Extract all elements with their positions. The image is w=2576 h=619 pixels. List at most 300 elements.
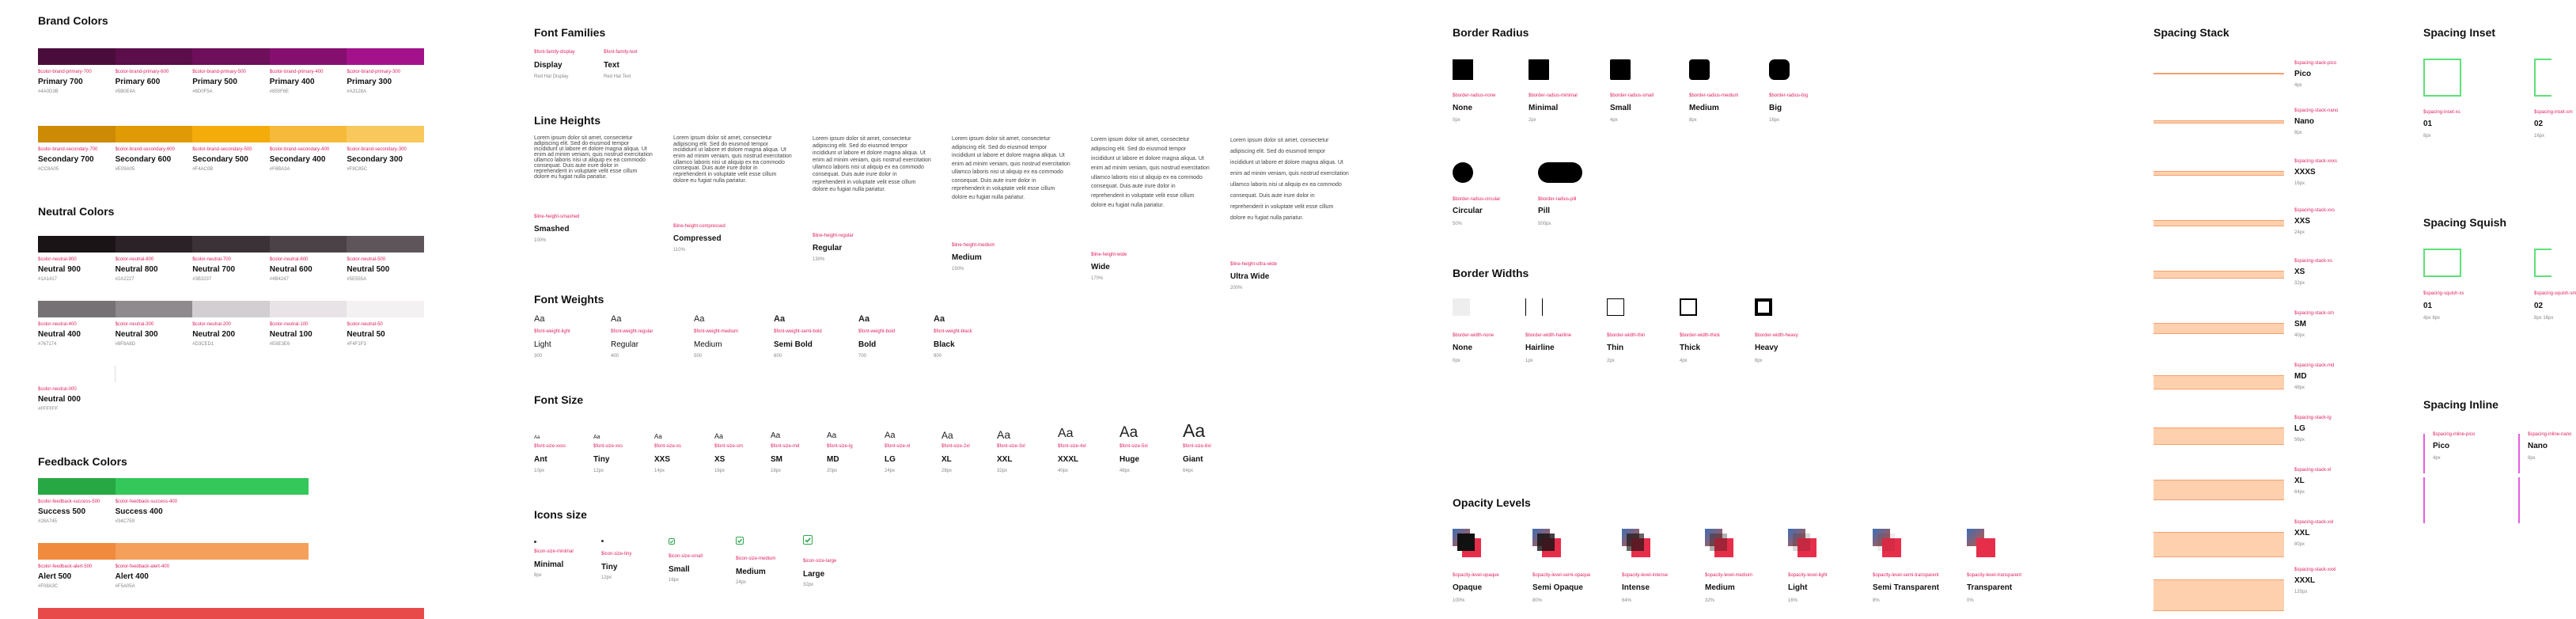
font-size-token: $font-size-sm	[714, 444, 744, 449]
radius-token: $border-radius-none	[1453, 93, 1496, 98]
inline-token: $spacing-inline-nano	[2528, 432, 2572, 437]
feedback-colors-title: Feedback Colors	[38, 455, 127, 468]
icon-size-name: Minimal	[534, 560, 564, 569]
spacing-stack-title: Spacing Stack	[2154, 26, 2229, 39]
color-token: $color-brand-primary-300	[347, 70, 401, 74]
stack-bar	[2154, 171, 2284, 176]
line-height-name: Medium	[952, 253, 982, 262]
color-swatch	[192, 48, 270, 65]
color-name: Alert 400	[115, 572, 149, 581]
circle-box	[1453, 162, 1473, 183]
border-width-token: $border-width-thin	[1607, 333, 1646, 338]
font-family-token: $font-family-text	[604, 50, 638, 55]
squish-name: 02	[2534, 302, 2544, 310]
color-token: $color-feedback-alert-400	[115, 564, 169, 569]
font-size-name: XXL	[997, 455, 1013, 464]
color-token: $color-neutral-400	[38, 322, 77, 327]
font-weight-sample: Aa	[611, 314, 622, 324]
radius-token: $border-radius-minimal	[1529, 93, 1578, 98]
font-size-name: Giant	[1183, 455, 1203, 464]
font-size-sample: Aa	[827, 431, 837, 440]
font-size-value: 28px	[941, 469, 953, 473]
color-token: $color-neutral-100	[269, 322, 309, 327]
color-hex: #F4F1F3	[347, 342, 366, 347]
opacity-sample	[1622, 529, 1652, 559]
border-width-name: None	[1453, 344, 1472, 352]
check-icon	[736, 537, 744, 545]
stack-token: $spacing-stack-pico	[2294, 61, 2337, 66]
color-hex: #F6BA3A	[269, 167, 290, 172]
squish-token: $spacing-squish-xs	[2423, 291, 2464, 296]
inline-value: 8px	[2528, 456, 2536, 461]
font-family-name: Display	[534, 61, 563, 70]
color-swatch	[38, 301, 116, 317]
spacing-squish-title: Spacing Squish	[2423, 216, 2507, 229]
font-size-sample: Aa	[1119, 424, 1138, 441]
inline-name: Nano	[2528, 442, 2548, 450]
color-token: $color-brand-primary-500	[192, 70, 246, 74]
opacity-name: Semi Transparent	[1873, 583, 1939, 592]
inline-value: 4px	[2433, 456, 2441, 461]
font-size-name: Tiny	[593, 455, 610, 464]
color-hex: #F4AC0B	[192, 167, 214, 172]
border-width-value: 4px	[1680, 359, 1688, 363]
stack-name: XXXL	[2294, 576, 2316, 585]
font-size-sample: Aa	[997, 428, 1011, 441]
font-size-token: $font-size-xs	[654, 444, 682, 449]
stack-name: XXL	[2294, 529, 2310, 537]
font-weight-value: 400	[611, 354, 619, 359]
font-weight-name: Black	[934, 340, 955, 349]
color-hex: #3B3237	[192, 277, 212, 282]
line-height-token: $line-height-compressed	[673, 224, 725, 229]
color-name: Neutral 300	[115, 330, 158, 339]
line-height-name: Compressed	[673, 234, 722, 243]
stack-name: XL	[2294, 477, 2305, 485]
squish-value: 4px 8px	[2423, 316, 2441, 321]
font-size-token: $font-size-md	[771, 444, 800, 449]
radius-value: 500px	[1538, 222, 1551, 226]
inline-token: $spacing-inline-pico	[2433, 432, 2476, 437]
stack-value: 8px	[2294, 131, 2302, 135]
border-width-box	[1525, 298, 1543, 316]
icon-size-token: $icon-size-tiny	[601, 552, 632, 556]
icon-size-token: $icon-size-medium	[736, 556, 776, 561]
opacity-token: $opacity-level-intense	[1622, 573, 1669, 578]
font-size-token: $font-size-4xl	[1058, 444, 1086, 449]
stack-bar	[2154, 427, 2284, 445]
color-hex: #A3128A	[347, 89, 367, 94]
font-size-value: 14px	[654, 469, 665, 473]
color-hex: #FFFFFF	[38, 407, 59, 412]
border-radius-title: Border Radius	[1453, 26, 1529, 39]
color-token: $color-feedback-success-500	[38, 499, 100, 504]
color-swatch	[347, 48, 424, 65]
line-height-token: $line-height-ultra-wide	[1230, 262, 1278, 267]
border-width-name: Thick	[1680, 344, 1701, 352]
color-hex: #F08A3C	[38, 584, 59, 589]
check-icon	[669, 538, 675, 545]
line-height-value: 130%	[813, 257, 825, 262]
line-height-sample: Lorem ipsum dolor sit amet, consectetur adipiscing elit. Sed do eiusmod tempor incididunt ut labore et dolore magna aliqua. Ut enim ad minim veniam, quis nostrud exercitation ullamco laboris nisi ut aliquip ex ea commodo consequat. Duis aute irure dolor in reprehenderit in voluptate velit esse cillum dolore eu fugiat nulla pariatur.	[534, 135, 653, 180]
stack-token: $spacing-stack-lg	[2294, 416, 2332, 420]
stack-value: 120px	[2294, 590, 2308, 594]
dot-icon	[601, 540, 604, 542]
font-weight-sample: Aa	[694, 314, 705, 324]
font-size-sample: Aa	[1058, 427, 1074, 440]
opacity-token: $opacity-level-opaque	[1453, 573, 1499, 578]
border-width-box	[1680, 298, 1697, 316]
stack-token: $spacing-stack-xxs	[2294, 208, 2335, 213]
color-hex: #E09A05	[115, 167, 135, 172]
color-swatch	[38, 236, 116, 253]
color-name: Neutral 600	[269, 265, 313, 274]
font-size-name: Ant	[534, 455, 547, 464]
border-widths-title: Border Widths	[1453, 267, 1529, 279]
line-heights-title: Line Heights	[534, 114, 601, 127]
stack-value: 4px	[2294, 83, 2302, 88]
stack-token: $spacing-stack-md	[2294, 363, 2335, 368]
radius-box	[1769, 59, 1790, 80]
icon-size-name: Small	[669, 565, 690, 574]
line-height-value: 100%	[534, 238, 547, 243]
icon-size-name: Medium	[736, 568, 766, 576]
font-weight-token: $font-weight-semi-bold	[774, 329, 822, 334]
font-weight-name: Medium	[694, 340, 722, 349]
radius-box	[1689, 59, 1710, 80]
radius-name: Medium	[1689, 104, 1719, 112]
stack-name: XS	[2294, 268, 2305, 276]
opacity-name: Semi Opaque	[1532, 583, 1583, 592]
inline-line-left-2	[2518, 434, 2520, 473]
font-size-token: $font-size-xl	[885, 444, 911, 449]
color-swatch	[270, 126, 347, 142]
color-token: $color-neutral-500	[347, 257, 386, 262]
line-height-name: Smashed	[534, 225, 570, 234]
opacity-value: 80%	[1532, 598, 1543, 603]
color-swatch	[270, 301, 347, 317]
stack-value: 64px	[2294, 490, 2305, 495]
color-swatch	[192, 126, 270, 142]
icon-size-token: $icon-size-minimal	[534, 549, 574, 554]
opacity-token: $opacity-level-semi-transparent	[1873, 573, 1939, 578]
inline-line-left	[2423, 434, 2425, 473]
radius-name: Small	[1610, 104, 1631, 112]
color-token: $color-neutral-700	[192, 257, 231, 262]
radius-value: 2px	[1529, 118, 1536, 123]
opacity-levels-title: Opacity Levels	[1453, 496, 1531, 509]
radius-token: $border-radius-circular	[1453, 197, 1501, 202]
inline-line	[2518, 477, 2520, 523]
border-width-token: $border-width-none	[1453, 333, 1494, 338]
font-size-value: 32px	[997, 469, 1008, 473]
squish-token: $spacing-squish-sm	[2534, 291, 2576, 296]
opacity-value: 100%	[1453, 598, 1465, 603]
opacity-sample	[1532, 529, 1563, 559]
color-name: Primary 500	[192, 78, 237, 86]
border-width-box	[1607, 298, 1624, 316]
stack-name: MD	[2294, 372, 2307, 381]
color-hex: #28A745	[38, 519, 58, 524]
color-hex: #D3CED1	[192, 342, 214, 347]
stack-name: XXXS	[2294, 168, 2316, 177]
spacing-inset-title: Spacing Inset	[2423, 26, 2496, 39]
color-name: Secondary 500	[192, 155, 248, 164]
radius-box	[1453, 59, 1473, 80]
color-token: $color-neutral-600	[269, 257, 309, 262]
color-hex: #6D0F5A	[192, 89, 213, 94]
font-weight-value: 300	[534, 354, 543, 359]
font-size-token: $font-size-5xl	[1119, 444, 1148, 449]
line-height-value: 200%	[1230, 286, 1243, 291]
color-name: Secondary 400	[269, 155, 326, 164]
squish-name: 01	[2423, 302, 2433, 310]
font-size-sample: Aa	[654, 433, 662, 440]
stack-name: LG	[2294, 424, 2305, 433]
font-weights-title: Font Weights	[534, 293, 604, 306]
color-swatch	[116, 48, 193, 65]
color-token: $color-neutral-900	[38, 257, 77, 262]
border-width-token: $border-width-hairline	[1525, 333, 1572, 338]
pill-box	[1538, 162, 1582, 183]
inset-value: 8px	[2423, 134, 2431, 139]
font-weight-sample: Aa	[934, 314, 945, 324]
color-hex: #5B0E4A	[115, 89, 135, 94]
color-name: Neutral 700	[192, 265, 236, 274]
color-name: Success 400	[115, 507, 163, 516]
font-size-value: 24px	[885, 469, 896, 473]
icons-size-title: Icons size	[534, 508, 587, 521]
font-weight-sample: Aa	[858, 314, 870, 324]
color-name: Neutral 200	[192, 330, 236, 339]
spacing-inline-title: Spacing Inline	[2423, 398, 2498, 411]
line-height-value: 170%	[1091, 276, 1104, 281]
opacity-value: 8%	[1873, 598, 1880, 603]
line-height-sample: Lorem ipsum dolor sit amet, consectetur adipiscing elit. Sed do eiusmod tempor incididunt ut labore et dolore magna aliqua. Ut enim ad minim veniam, quis nostrud exercitation ullamco laboris nisi ut aliquip ex ea commodo consequat. Duis aute irure dolor in reprehenderit in voluptate velit esse cillum dolore eu fugiat nulla pariatur.	[673, 135, 792, 184]
color-swatch	[38, 126, 116, 142]
radius-token: $border-radius-big	[1769, 93, 1809, 98]
line-height-sample: Lorem ipsum dolor sit amet, consectetur adipiscing elit. Sed do eiusmod tempor incididunt ut labore et dolore magna aliqua. Ut enim ad minim veniam, quis nostrud exercitation ullamco laboris nisi ut aliquip ex ea commodo consequat. Duis aute irure dolor in reprehenderit in voluptate velit esse cillum dolore eu fugiat nulla pariatur.	[952, 136, 1070, 200]
stack-value: 16px	[2294, 181, 2305, 186]
color-swatch	[38, 48, 116, 65]
opacity-name: Intense	[1622, 583, 1650, 592]
check-mark-icon	[736, 537, 744, 545]
opacity-overlay-square	[1457, 534, 1475, 551]
radius-value: 8px	[1689, 118, 1697, 123]
font-weight-name: Light	[534, 340, 551, 349]
font-size-name: XXXL	[1058, 455, 1079, 464]
font-weight-sample: Aa	[774, 314, 786, 324]
border-width-value: 2px	[1607, 359, 1615, 363]
color-token: $color-brand-secondary-500	[192, 147, 252, 152]
stack-bar	[2154, 579, 2284, 611]
stack-name: XXS	[2294, 217, 2311, 226]
color-name: Neutral 800	[115, 265, 158, 274]
stack-bar	[2154, 220, 2284, 226]
stack-value: 24px	[2294, 230, 2305, 235]
color-hex: #1A1417	[38, 277, 58, 282]
font-size-value: 10px	[534, 469, 545, 473]
font-family-value: Red Hat Display	[534, 74, 569, 79]
stack-value: 80px	[2294, 542, 2305, 547]
inset-value: 16px	[2534, 134, 2545, 139]
font-size-value: 18px	[771, 469, 782, 473]
color-swatch	[116, 236, 193, 253]
inline-name: Pico	[2433, 442, 2450, 450]
color-swatch	[270, 236, 347, 253]
radius-token: $border-radius-pill	[1538, 197, 1577, 202]
font-weight-token: $font-weight-bold	[858, 329, 896, 334]
stack-value: 56px	[2294, 438, 2305, 442]
stack-name: Pico	[2294, 70, 2312, 78]
opacity-overlay-square	[1793, 534, 1810, 551]
opacity-sample	[1967, 529, 1997, 559]
icon-size-value: 8px	[534, 573, 542, 578]
font-size-sample: Aa	[941, 430, 953, 441]
color-name: Neutral 500	[347, 265, 390, 274]
font-size-token: $font-size-xxxs	[534, 444, 566, 449]
icon-size-value: 24px	[736, 580, 747, 585]
line-height-token: $line-height-regular	[813, 234, 854, 238]
font-size-name: XL	[941, 455, 952, 464]
inset-box	[2423, 59, 2461, 97]
stack-token: $spacing-stack-xxxs	[2294, 159, 2338, 164]
color-name: Neutral 100	[269, 330, 313, 339]
font-size-value: 40px	[1058, 469, 1069, 473]
color-token: $color-neutral-300	[115, 322, 154, 327]
font-weight-name: Bold	[858, 340, 877, 349]
font-size-token: $font-size-xxs	[593, 444, 623, 449]
color-swatch	[347, 236, 424, 253]
inset-token: $spacing-inset-xs	[2423, 110, 2460, 115]
color-hex: #F8C85C	[347, 167, 368, 172]
icon-size-value: 32px	[803, 583, 814, 587]
font-size-token: $font-size-6xl	[1183, 444, 1211, 449]
color-name: Neutral 50	[347, 330, 385, 339]
font-size-name: MD	[827, 455, 839, 464]
color-hex: #767174	[38, 342, 57, 347]
radius-value: 50%	[1453, 222, 1463, 226]
font-size-token: $font-size-3xl	[997, 444, 1025, 449]
color-swatch	[116, 543, 309, 560]
color-swatch	[270, 48, 347, 65]
stack-token: $spacing-stack-xxxl	[2294, 568, 2336, 572]
color-name: Primary 300	[347, 78, 392, 86]
font-families-title: Font Families	[534, 26, 606, 39]
font-size-sample: Aa	[714, 432, 724, 440]
color-token: $color-neutral-000	[38, 387, 77, 392]
radius-name: Pill	[1538, 207, 1551, 215]
inline-line	[2423, 477, 2425, 523]
line-height-token: $line-height-smashed	[534, 215, 580, 219]
opacity-token: $opacity-level-transparent	[1967, 573, 2022, 578]
opacity-value: 0%	[1967, 598, 1974, 603]
font-size-sample: Aa	[593, 435, 600, 440]
color-hex: #CC8A05	[38, 167, 59, 172]
stack-value: 48px	[2294, 385, 2305, 390]
check-icon	[803, 535, 813, 545]
icon-size-name: Tiny	[601, 563, 618, 572]
font-weight-token: $font-weight-black	[934, 329, 972, 334]
color-token: $color-brand-primary-700	[38, 70, 92, 74]
radius-name: None	[1453, 104, 1472, 112]
color-token: $color-neutral-200	[192, 322, 231, 327]
radius-box	[1610, 59, 1631, 80]
icon-size-value: 16px	[669, 578, 680, 583]
stack-bar	[2154, 323, 2284, 334]
opacity-name: Medium	[1705, 583, 1735, 592]
color-name: Neutral 400	[38, 330, 81, 339]
stack-token: $spacing-stack-xxl	[2294, 520, 2334, 525]
font-size-value: 16px	[714, 469, 725, 473]
icon-size-token: $icon-size-small	[669, 554, 703, 559]
line-height-token: $line-height-wide	[1091, 253, 1127, 257]
opacity-value: 32%	[1705, 598, 1715, 603]
color-token: $color-brand-secondary-400	[269, 147, 330, 152]
opacity-value: 16%	[1788, 598, 1798, 603]
inset-name: 02	[2534, 120, 2544, 128]
squish-box	[2423, 249, 2461, 277]
radius-name: Circular	[1453, 207, 1483, 215]
font-weight-token: $font-weight-regular	[611, 329, 653, 334]
stack-bar	[2154, 375, 2284, 389]
radius-name: Minimal	[1529, 104, 1559, 112]
font-size-value: 20px	[827, 469, 838, 473]
stack-token: $spacing-stack-nano	[2294, 108, 2339, 113]
radius-value: 16px	[1769, 118, 1780, 123]
radius-token: $border-radius-medium	[1689, 93, 1739, 98]
border-width-box	[1755, 298, 1772, 316]
color-name: Secondary 300	[347, 155, 403, 164]
color-hex: #34C759	[115, 519, 134, 524]
color-name: Primary 400	[269, 78, 315, 86]
font-size-sample: Aa	[771, 431, 781, 440]
color-swatch	[116, 478, 309, 495]
border-width-token: $border-width-thick	[1680, 333, 1721, 338]
font-size-value: 48px	[1119, 469, 1131, 473]
stack-token: $spacing-stack-xs	[2294, 259, 2333, 264]
font-size-name: SM	[771, 455, 782, 464]
font-family-value: Red Hat Text	[604, 74, 631, 79]
font-size-sample: Aa	[885, 431, 896, 440]
inset-name: 01	[2423, 120, 2433, 128]
icon-size-name: Large	[803, 570, 825, 579]
color-hex: #4A0D3B	[38, 89, 59, 94]
line-height-value: 110%	[673, 248, 685, 253]
font-weight-token: $font-weight-light	[534, 329, 570, 334]
stack-name: Nano	[2294, 117, 2314, 126]
line-height-name: Wide	[1091, 263, 1110, 272]
feedback-error-swatch	[38, 608, 424, 619]
font-weight-name: Regular	[611, 340, 639, 349]
font-weight-value: 600	[774, 354, 782, 359]
color-name: Alert 500	[38, 572, 72, 581]
line-height-sample: Lorem ipsum dolor sit amet, consectetur adipiscing elit. Sed do eiusmod tempor incididunt ut labore et dolore magna aliqua. Ut enim ad minim veniam, quis nostrud exercitation ullamco laboris nisi ut aliquip ex ea commodo consequat. Duis aute irure dolor in reprehenderit in voluptate velit esse cillum dolore eu fugiat nulla pariatur.	[1091, 137, 1210, 209]
font-size-token: $font-size-2xl	[941, 444, 970, 449]
font-size-name: LG	[885, 455, 896, 464]
color-token: $color-brand-primary-600	[115, 70, 169, 74]
border-width-value: 1px	[1525, 359, 1533, 363]
neutral-colors-title: Neutral Colors	[38, 205, 115, 218]
font-weight-value: 700	[858, 354, 867, 359]
opacity-sample	[1873, 529, 1903, 559]
font-size-sample: Aa	[534, 435, 540, 440]
line-height-name: Regular	[813, 244, 843, 253]
font-family-token: $font-family-display	[534, 50, 575, 55]
opacity-overlay-square	[1710, 534, 1727, 551]
font-weight-value: 500	[694, 354, 703, 359]
color-token: $color-feedback-success-400	[115, 499, 177, 504]
